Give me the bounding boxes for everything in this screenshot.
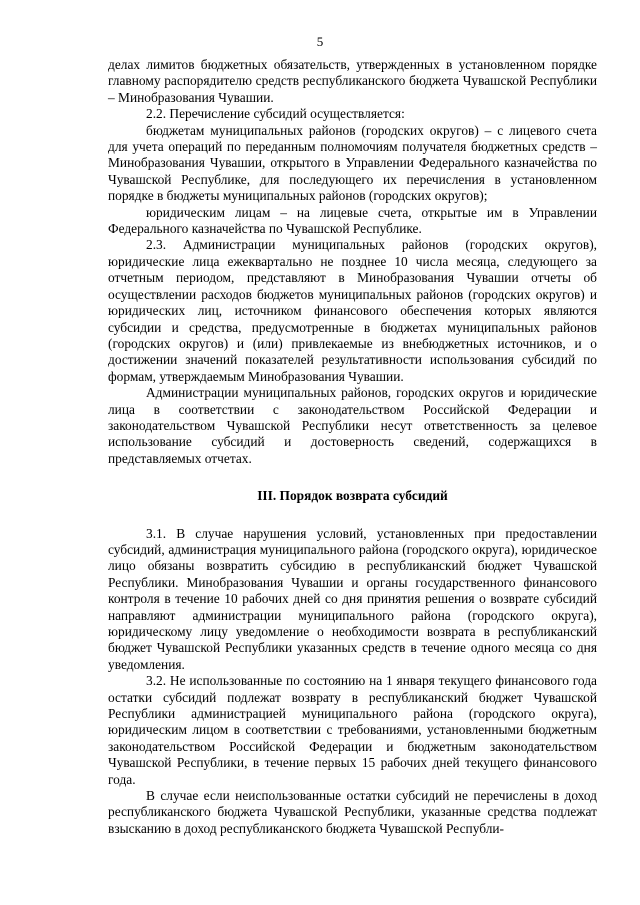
document-body [108, 57, 597, 837]
paragraph-legal-entities: юридическим лицам – на лицевые счета, открытые им в Управлении Федерального казначейства по Чувашской Республике. [108, 204, 597, 237]
paragraph-continuation: делах лимитов бюджетных обязательств, утвержденных в установленном порядке главному распорядителю средств республиканского бюджета Чувашской Республики – Минобразования Чувашии. [108, 57, 597, 105]
paragraph-budgets: бюджетам муниципальных районов (городских округов) – с лицевого счета для учета операций по переданным полномочиям получателя бюджетных средств – Минобразования Чувашии, открытого в Управлении Федерального казначейства по Чувашской Республике, для последующего их перечисления в установленном порядке в бюджеты муниципальных районов (городских округов); [108, 122, 597, 204]
paragraph-2-2: 2.2. Перечисление субсидий осуществляется: [146, 106, 405, 122]
paragraph-3-1: 3.1. В случае нарушения условий, установленных при предоставлении субсидий, администрация муниципального района (городского округа), юридическое лицо обязаны возвратить субсидию в республиканский бюджет Чувашской Республики. Минобразования Чувашии и органы государственного финансового контроля в течение 10 рабочих дней со дня принятия решения о возврате субсидий направляют администрации муниципального района (городского округа), юридическому лицу уведомление о необходимости возврата в республиканский бюджет Чувашской Республики указанных средств в течение одного месяца со дня уведомления. [108, 525, 597, 672]
page-number: 5 [316, 34, 324, 49]
paragraph-responsibility: Администрации муниципальных районов, городских округов и юридические лица в соответствии с законодательством Российской Федерации и законодательством Чувашской Республики несут ответственность за целевое использование субсидий и достоверность сведений, содержащихся в представляемых отчетах. [108, 385, 597, 466]
paragraph-3-2: 3.2. Не использованные по состоянию на 1 января текущего финансового года остатки субсидий подлежат возврату в республиканский бюджет Чувашской Республики администрацией муниципального района (городского округа), юридическим лицом в соответствии с требованиями, установленными бюджетным законодательством Российской Федерации и бюджетным законодательством Чувашской Республики, в течение первых 15 рабочих дней текущего финансового года. [108, 673, 597, 787]
paragraph-2-3: 2.3. Администрации муниципальных районов (городских округов), юридические лица ежеквартально не позднее 10 числа месяца, следующего за отчетным периодом, представляют в Минобразования Чувашии отчеты об осуществлении расходов бюджетов муниципальных районов (городских округов) и юридических лиц, источником финансового обеспечения которых являются субсидии и средства, предусмотренные в бюджетах муниципальных районов (городских округов) и (или) привлекаемые из внебюджетных источников, и о достижении значений показателей результативности использования субсидий по формам, утверждаемым Минобразования Чувашии. [108, 237, 597, 384]
paragraph-unused-remainders: В случае если неиспользованные остатки субсидий не перечислены в доход республиканского бюджета Чувашской Республики, указанные средства подлежат взысканию в доход республиканского бюджета Чувашской Республи- [108, 788, 597, 836]
section-heading: III. Порядок возврата субсидий [257, 488, 448, 504]
